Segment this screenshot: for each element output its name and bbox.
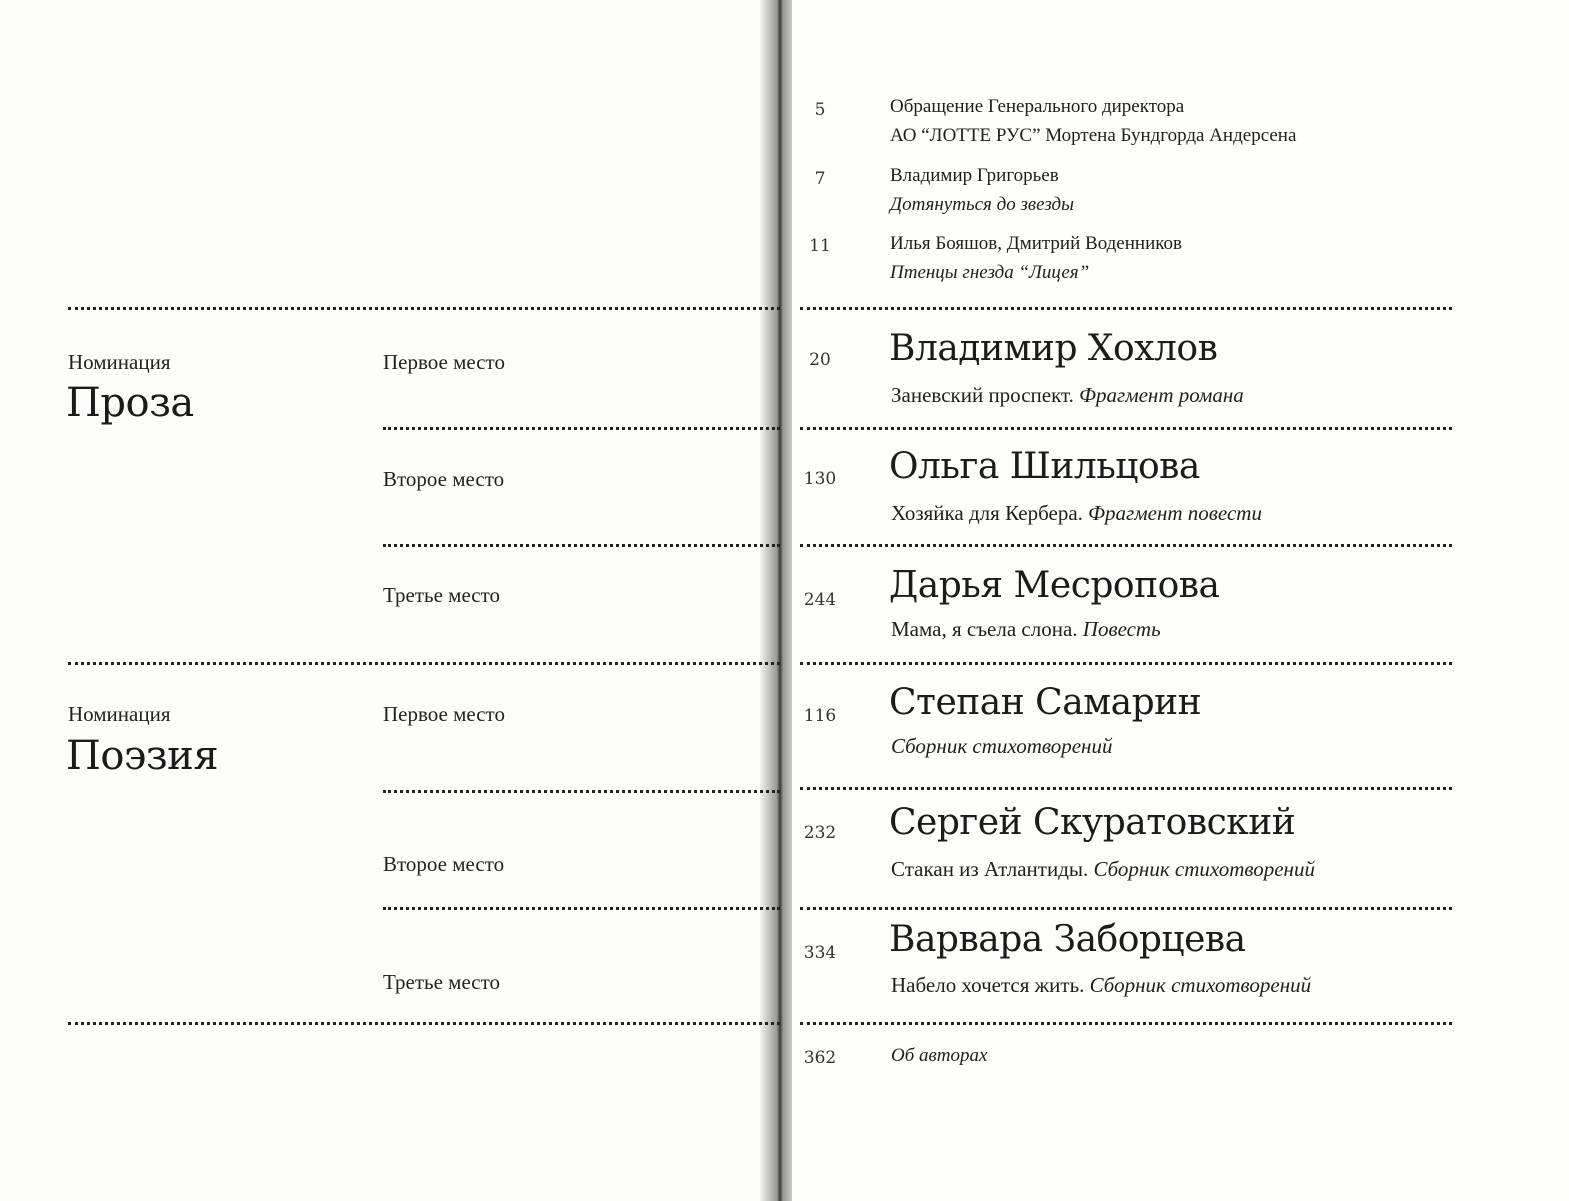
- entry-author: Сергей Скуратовский: [889, 802, 1296, 843]
- place-first-poetry: Первое место: [383, 702, 505, 726]
- toc-intro-line: АО “ЛОТТЕ РУС” Мортена Бундгорда Андерсена: [890, 125, 1297, 146]
- nomination-title-prose: Проза: [66, 380, 194, 426]
- divider: [68, 307, 780, 310]
- entry-work-title: Заневский проспект.: [891, 383, 1074, 407]
- toc-intro-line: Птенцы гнезда “Лицея”: [890, 262, 1090, 283]
- nomination-label: Номинация: [68, 350, 171, 374]
- toc-intro-line: Владимир Григорьев: [890, 165, 1059, 186]
- entry-author: Ольга Шильцова: [889, 446, 1200, 487]
- entry-work-genre: Сборник стихотворений: [1093, 857, 1315, 881]
- page-number: 116: [803, 706, 837, 726]
- entry-work-title: Стакан из Атлантиды.: [891, 857, 1089, 881]
- page-number: 362: [803, 1048, 837, 1068]
- page-number: 130: [803, 469, 837, 489]
- toc-intro-line: Илья Бояшов, Дмитрий Воденников: [890, 233, 1182, 254]
- about-authors: Об авторах: [891, 1045, 988, 1066]
- toc-intro-item: [890, 229, 1182, 287]
- toc-intro-line: Обращение Генерального директора: [890, 96, 1185, 117]
- entry-work-genre: Фрагмент романа: [1079, 383, 1244, 407]
- divider: [68, 662, 780, 665]
- entry-author: Варвара Заборцева: [889, 919, 1246, 960]
- page-number: 5: [814, 100, 826, 120]
- divider: [383, 790, 780, 793]
- divider: [800, 427, 1452, 430]
- divider: [800, 907, 1452, 910]
- entry-work-title: Набело хочется жить.: [891, 973, 1085, 997]
- divider: [68, 1022, 780, 1025]
- entry-work: [891, 501, 1262, 526]
- entry-work: [891, 857, 1315, 882]
- page-number: 20: [809, 350, 831, 370]
- divider: [383, 544, 780, 547]
- entry-work: [891, 617, 1161, 642]
- page-number: 7: [814, 169, 826, 189]
- place-second-poetry: Второе место: [383, 852, 505, 876]
- page-number: 244: [803, 590, 837, 610]
- divider: [800, 307, 1452, 310]
- nomination-label: Номинация: [68, 702, 171, 726]
- divider: [800, 544, 1452, 547]
- toc-intro-item: [890, 92, 1296, 150]
- nomination-title-poetry: Поэзия: [66, 733, 219, 779]
- place-first-prose: Первое место: [383, 350, 505, 374]
- entry-work-genre: Сборник стихотворений: [1089, 973, 1312, 997]
- page-number: 334: [803, 943, 837, 963]
- divider: [800, 787, 1452, 790]
- page-number: 11: [809, 236, 831, 256]
- divider: [800, 1022, 1452, 1025]
- divider: [800, 662, 1452, 665]
- entry-author: Дарья Месропова: [889, 565, 1220, 606]
- entry-work: [891, 973, 1311, 998]
- place-third-prose: Третье место: [383, 583, 501, 607]
- divider: [383, 907, 780, 910]
- place-second-prose: Второе место: [383, 467, 505, 491]
- entry-author: Степан Самарин: [889, 682, 1202, 723]
- entry-work-genre: Повесть: [1082, 617, 1161, 641]
- entry-work-genre: Фрагмент повести: [1088, 501, 1262, 525]
- place-third-poetry: Третье место: [383, 970, 501, 994]
- toc-intro-line: Дотянуться до звезды: [890, 194, 1074, 215]
- entry-work-title: Хозяйка для Кербера.: [891, 501, 1083, 525]
- divider: [383, 427, 780, 430]
- entry-work: [891, 383, 1244, 408]
- entry-work: [891, 734, 1112, 759]
- page-number: 232: [803, 823, 837, 843]
- entry-work-title: Мама, я съела слона.: [891, 617, 1078, 641]
- entry-work-genre: Сборник стихотворений: [891, 734, 1113, 758]
- toc-intro-item: [890, 161, 1074, 219]
- entry-author: Владимир Хохлов: [889, 328, 1218, 369]
